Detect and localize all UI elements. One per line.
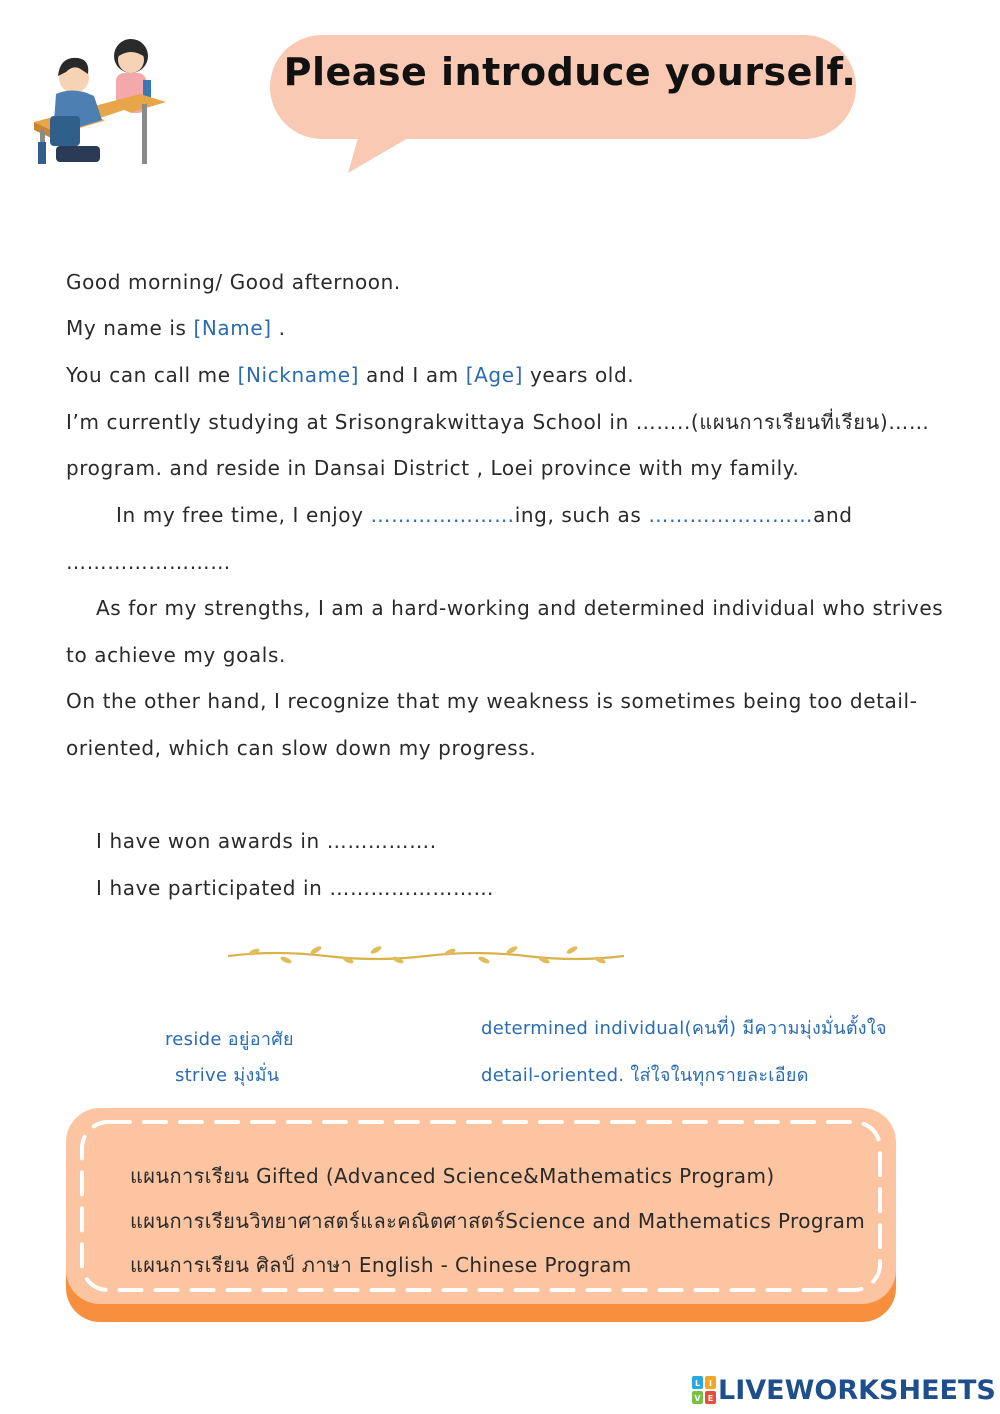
logo-letter-l: L [694, 1379, 701, 1388]
name-suffix: . [271, 316, 286, 340]
study-line: I’m currently studying at Srisongrakwittaya School in ……..(แผนการเรียนที่เรียน)…… [66, 410, 930, 434]
age-placeholder[interactable]: [Age] [465, 363, 524, 387]
nickname-placeholder[interactable]: [Nickname] [237, 363, 360, 387]
call-line [66, 363, 634, 387]
logo-letter-e: E [707, 1394, 714, 1403]
vocab-detail-oriented: detail-oriented. ใส่ใจในทุกรายละเอียด [481, 1065, 809, 1086]
logo-letter-i: I [709, 1379, 712, 1388]
example-blank-2[interactable]: …………………… [66, 550, 231, 574]
awards-line: I have won awards in ……………. [96, 829, 437, 853]
weakness-line-1: On the other hand, I recognize that my weakness is sometimes being too detail- [66, 689, 918, 713]
name-placeholder[interactable]: [Name] [193, 316, 272, 340]
brand-name: LIVEWORKSHEETS [718, 1374, 996, 1406]
program-line: program. and reside in Dansai District , Loei province with my family. [66, 456, 800, 480]
vocab-reside: reside อยู่อาศัย [165, 1029, 294, 1050]
name-line [66, 316, 286, 340]
program-item-science-math: แผนการเรียนวิทยาศาสตร์และคณิตศาสตร์Science and Mathematics Program [130, 1209, 866, 1233]
interview-illustration-icon [30, 30, 170, 170]
free-time-line [116, 503, 853, 527]
name-prefix: My name is [66, 316, 194, 340]
vine-divider-icon [226, 944, 626, 966]
call-suffix: years old. [523, 363, 635, 387]
call-mid: and I am [359, 363, 466, 387]
example-blank-1[interactable]: …………………… [648, 503, 814, 527]
liveworksheets-brand [692, 1374, 996, 1406]
program-item-english-chinese: แผนการเรียน ศิลป์ ภาษา English - Chinese Program [130, 1253, 632, 1277]
liveworksheets-logo-icon [692, 1376, 716, 1404]
weakness-line-2: oriented, which can slow down my progress. [66, 736, 537, 760]
call-prefix: You can call me [66, 363, 238, 387]
free-suffix: and [813, 503, 853, 527]
free-prefix: In my free time, I enjoy [116, 503, 371, 527]
program-item-gifted: แผนการเรียน Gifted (Advanced Science&Mathematics Program) [130, 1164, 775, 1188]
free-mid: ing, such as [514, 503, 649, 527]
vocab-determined: determined individual(คนที่) มีความมุ่งมั่นตั้งใจ [481, 1018, 887, 1039]
strength-line-2: to achieve my goals. [66, 643, 286, 667]
vocab-strive: strive มุ่งมั่น [175, 1065, 280, 1086]
greeting-line: Good morning/ Good afternoon. [66, 270, 401, 294]
strength-line-1: As for my strengths, I am a hard-working and determined individual who strives [96, 596, 944, 620]
logo-letter-v: V [694, 1394, 701, 1403]
hobby-blank[interactable]: ………………… [370, 503, 515, 527]
page-title: Please introduce yourself. [283, 50, 857, 94]
participated-line: I have participated in …………………… [96, 876, 495, 900]
